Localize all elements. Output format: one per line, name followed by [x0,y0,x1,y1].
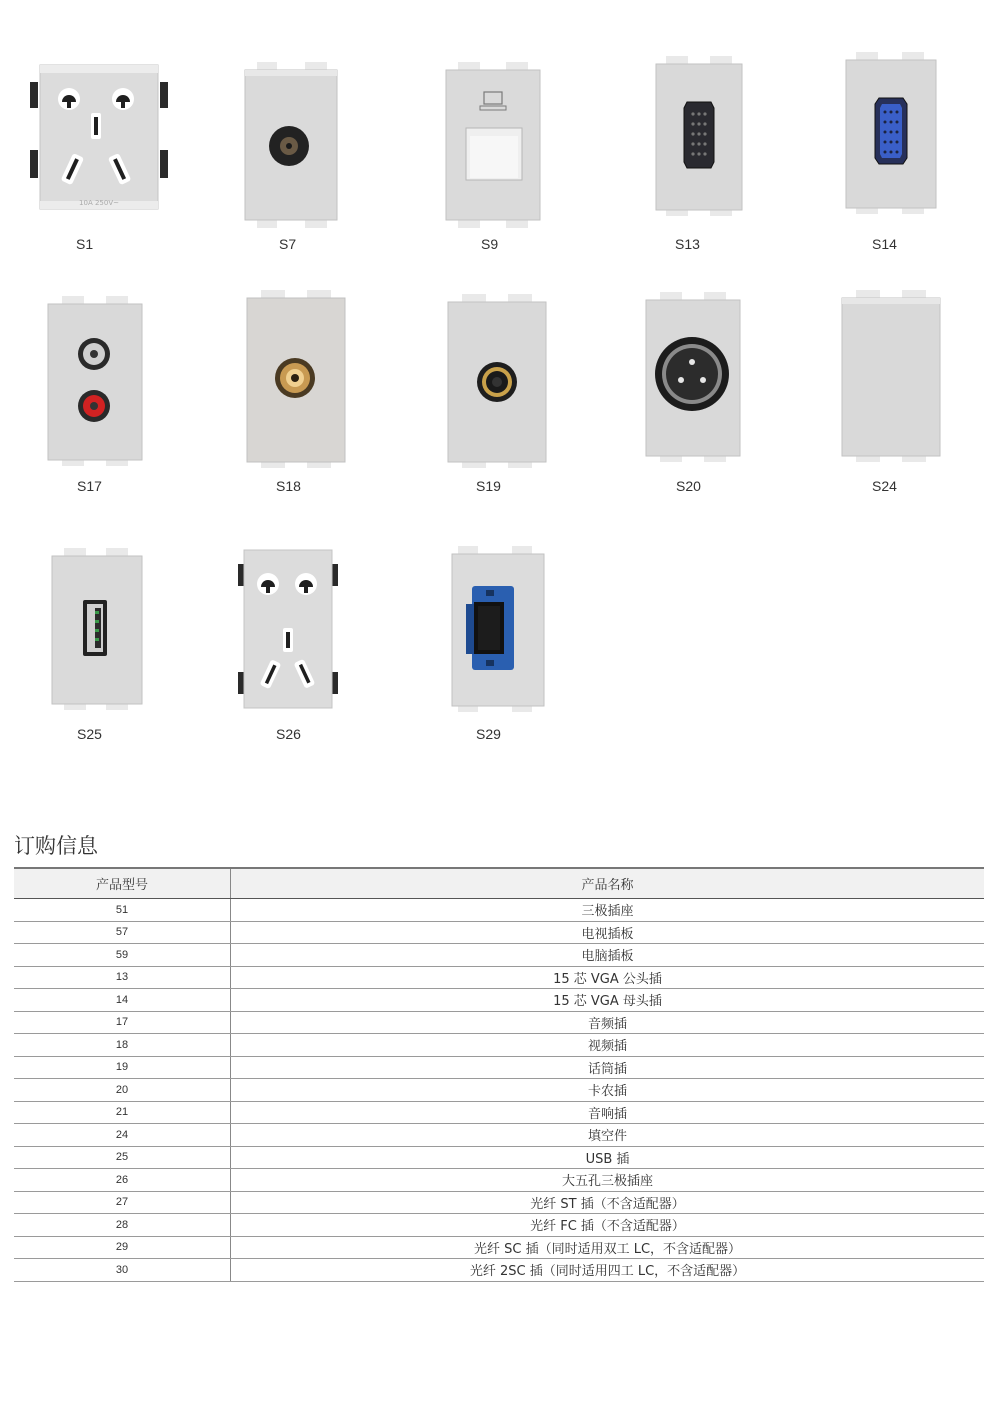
table-row [14,1191,984,1214]
table-row [14,899,984,922]
s24-blank-plate-image [840,290,942,464]
table-row [14,966,984,989]
table-header-row [14,868,984,899]
row-code: 26 [14,1169,231,1192]
row-name: 三极插座 [231,899,985,922]
product-code-s13: S13 [675,236,700,252]
product-s7 [243,62,341,230]
row-name: 电视插板 [231,921,985,944]
row-name: 音频插 [231,1011,985,1034]
s29-fiber-sc-socket-image [450,546,546,714]
row-code: 27 [14,1191,231,1214]
row-code: 51 [14,899,231,922]
row-name: 光纤 FC 插（不含适配器） [231,1214,985,1237]
product-code-s25: S25 [77,726,102,742]
row-code: 29 [14,1236,231,1259]
table-row [14,1236,984,1259]
product-code-s7: S7 [279,236,297,252]
s25-usb-socket-image [50,548,144,712]
s1-rating-text: 10A 250V~ [79,199,119,207]
row-name: 15 芯 VGA 公头插 [231,966,985,989]
product-code-s26: S26 [276,726,301,742]
row-name: 话筒插 [231,1056,985,1079]
row-name: 大五孔三极插座 [231,1169,985,1192]
s19-microphone-socket-image [446,294,548,470]
row-code: 28 [14,1214,231,1237]
product-s19 [446,294,548,470]
product-s17 [46,296,144,468]
table-row [14,1169,984,1192]
row-code: 17 [14,1011,231,1034]
product-code-s9: S9 [481,236,499,252]
s1-socket-image [28,62,170,212]
product-s18 [245,290,347,470]
row-name: 光纤 2SC 插（同时适用四工 LC，不含适配器） [231,1259,985,1282]
order-table [14,867,984,1282]
table-row [14,1214,984,1237]
product-s29 [450,546,546,714]
row-name: 音响插 [231,1101,985,1124]
row-name: 视频插 [231,1034,985,1057]
table-row [14,1124,984,1147]
row-name: 光纤 SC 插（同时适用双工 LC，不含适配器） [231,1236,985,1259]
row-code: 21 [14,1101,231,1124]
s9-computer-socket-image [444,62,544,230]
s18-video-socket-image [245,290,347,470]
table-row [14,1056,984,1079]
s26-five-hole-socket-image [236,548,340,712]
row-code: 13 [14,966,231,989]
table-row [14,1011,984,1034]
product-code-s24: S24 [872,478,897,494]
row-name: 卡农插 [231,1079,985,1102]
product-s9 [444,62,544,230]
table-row [14,1101,984,1124]
product-s24 [840,290,942,464]
product-s14 [844,52,938,216]
product-s1 [28,62,170,212]
row-code: 14 [14,989,231,1012]
product-code-s18: S18 [276,478,301,494]
row-name: 15 芯 VGA 母头插 [231,989,985,1012]
product-s26 [236,548,340,712]
product-code-s20: S20 [676,478,701,494]
row-code: 18 [14,1034,231,1057]
table-row [14,989,984,1012]
product-s20 [644,292,742,464]
row-code: 25 [14,1146,231,1169]
table-row [14,921,984,944]
row-code: 20 [14,1079,231,1102]
row-code: 59 [14,944,231,967]
s17-audio-socket-image [46,296,144,468]
product-code-s19: S19 [476,478,501,494]
order-info-title: 订购信息 [14,834,98,858]
s7-tv-socket-image [243,62,341,230]
row-name: USB 插 [231,1146,985,1169]
row-name: 电脑插板 [231,944,985,967]
table-row [14,944,984,967]
product-s25 [50,548,144,712]
table-row [14,1034,984,1057]
row-code: 24 [14,1124,231,1147]
row-code: 30 [14,1259,231,1282]
product-code-s29: S29 [476,726,501,742]
s14-vga-female-image [844,52,938,216]
column-header-name: 产品名称 [231,868,985,899]
product-s13 [654,56,746,218]
table-row [14,1259,984,1282]
s20-xlr-socket-image [644,292,742,464]
table-row [14,1079,984,1102]
row-code: 19 [14,1056,231,1079]
row-code: 57 [14,921,231,944]
row-name: 填空件 [231,1124,985,1147]
product-code-s1: S1 [76,236,94,252]
column-header-model: 产品型号 [14,868,231,899]
product-code-s17: S17 [77,478,102,494]
product-code-s14: S14 [872,236,897,252]
table-row [14,1146,984,1169]
s13-vga-male-image [654,56,746,218]
row-name: 光纤 ST 插（不含适配器） [231,1191,985,1214]
